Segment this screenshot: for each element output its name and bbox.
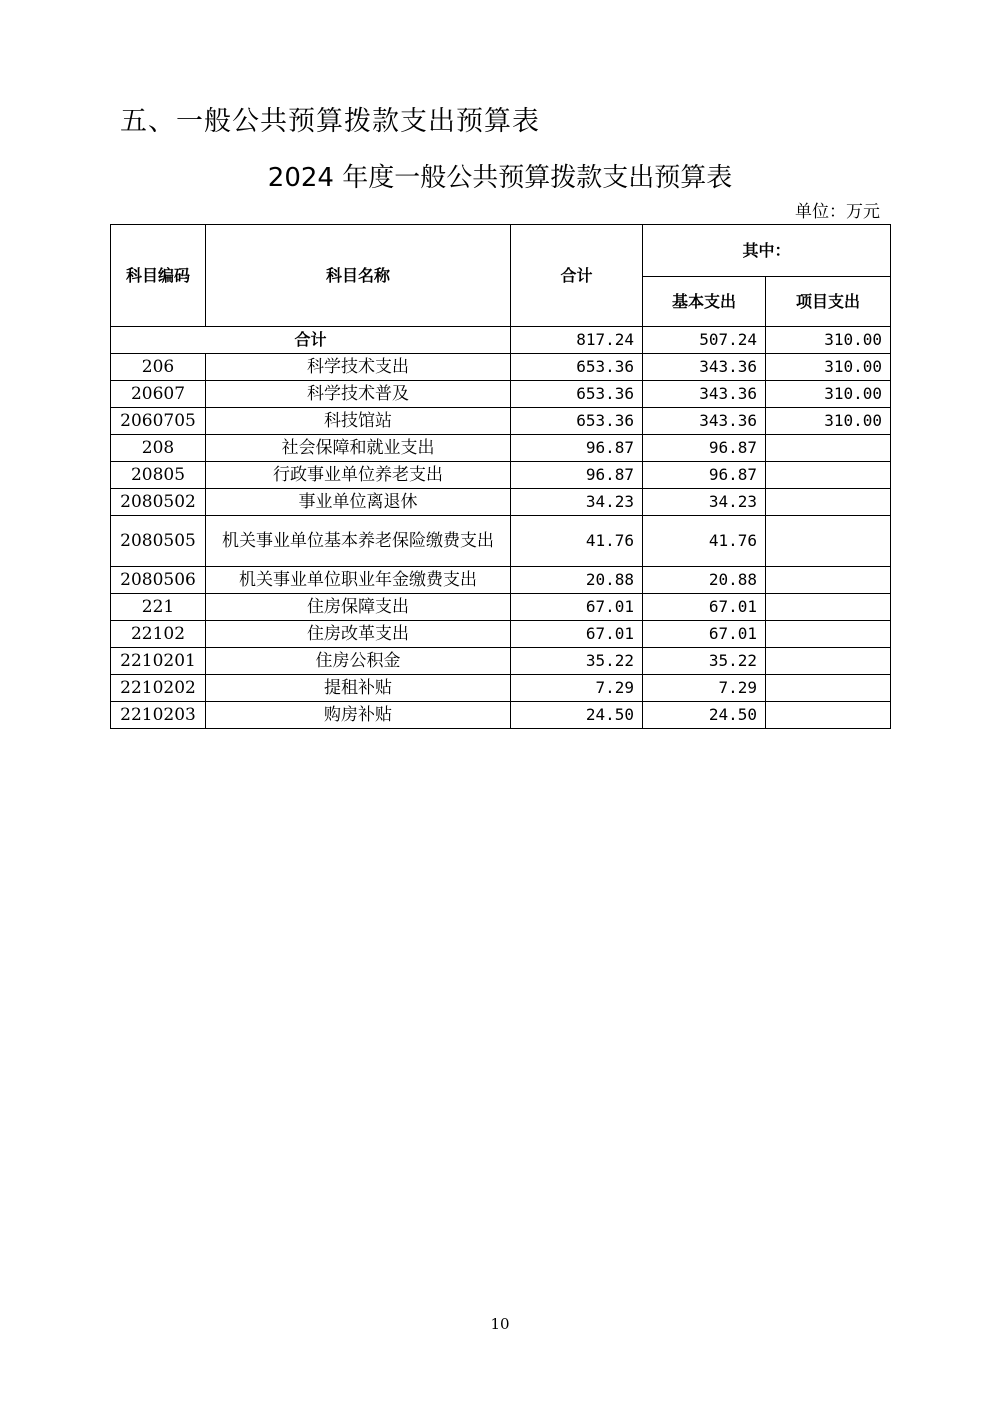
row-basic: 34.23 [643, 489, 766, 516]
row-name: 住房保障支出 [206, 594, 511, 621]
row-total: 67.01 [511, 621, 643, 648]
row-code: 221 [111, 594, 206, 621]
row-name: 购房补贴 [206, 702, 511, 729]
row-project: 310.00 [766, 354, 891, 381]
row-code: 2210201 [111, 648, 206, 675]
header-of-which: 其中： [643, 225, 891, 277]
row-project: 310.00 [766, 408, 891, 435]
total-row-basic: 507.24 [643, 327, 766, 354]
row-code: 2060705 [111, 408, 206, 435]
row-project [766, 435, 891, 462]
row-project [766, 702, 891, 729]
table-row [111, 516, 891, 567]
unit-label: 单位：万元 [795, 202, 880, 222]
table-row [111, 462, 891, 489]
row-code: 20607 [111, 381, 206, 408]
row-name: 行政事业单位养老支出 [206, 462, 511, 489]
row-total: 96.87 [511, 435, 643, 462]
table-row [111, 435, 891, 462]
row-basic: 343.36 [643, 354, 766, 381]
row-basic: 7.29 [643, 675, 766, 702]
row-total: 653.36 [511, 354, 643, 381]
row-project [766, 648, 891, 675]
row-basic: 41.76 [643, 516, 766, 567]
table-row [111, 567, 891, 594]
row-project [766, 567, 891, 594]
row-name: 科学技术普及 [206, 381, 511, 408]
row-total: 7.29 [511, 675, 643, 702]
budget-table [110, 224, 891, 729]
table-title: 2024 年度一般公共预算拨款支出预算表 [267, 163, 733, 193]
row-code: 206 [111, 354, 206, 381]
page-number: 10 [490, 1315, 510, 1333]
table-row [111, 594, 891, 621]
row-total: 653.36 [511, 408, 643, 435]
row-basic: 343.36 [643, 381, 766, 408]
row-total: 20.88 [511, 567, 643, 594]
row-code: 208 [111, 435, 206, 462]
row-total: 35.22 [511, 648, 643, 675]
header-code: 科目编码 [111, 225, 206, 327]
row-project [766, 675, 891, 702]
row-total: 96.87 [511, 462, 643, 489]
section-heading: 五、一般公共预算拨款支出预算表 [120, 106, 540, 137]
row-basic: 35.22 [643, 648, 766, 675]
row-name: 社会保障和就业支出 [206, 435, 511, 462]
row-basic: 96.87 [643, 435, 766, 462]
row-code: 2080505 [111, 516, 206, 567]
row-total: 41.76 [511, 516, 643, 567]
row-name: 科技馆站 [206, 408, 511, 435]
table-row [111, 408, 891, 435]
header-project: 项目支出 [766, 277, 891, 327]
row-code: 2080506 [111, 567, 206, 594]
total-row-label: 合计 [111, 327, 511, 354]
total-row-project: 310.00 [766, 327, 891, 354]
table-row [111, 648, 891, 675]
table-row [111, 621, 891, 648]
row-total: 34.23 [511, 489, 643, 516]
row-name: 住房公积金 [206, 648, 511, 675]
row-code: 2080502 [111, 489, 206, 516]
row-code: 2210202 [111, 675, 206, 702]
header-name: 科目名称 [206, 225, 511, 327]
row-project [766, 516, 891, 567]
row-name: 机关事业单位基本养老保险缴费支出 [206, 516, 511, 567]
row-project [766, 621, 891, 648]
row-name: 提租补贴 [206, 675, 511, 702]
table-row [111, 489, 891, 516]
row-project [766, 594, 891, 621]
table-row [111, 675, 891, 702]
total-row-total: 817.24 [511, 327, 643, 354]
row-name: 住房改革支出 [206, 621, 511, 648]
total-row [111, 327, 891, 354]
header-basic: 基本支出 [643, 277, 766, 327]
row-total: 653.36 [511, 381, 643, 408]
row-name: 机关事业单位职业年金缴费支出 [206, 567, 511, 594]
row-name: 事业单位离退休 [206, 489, 511, 516]
header-total: 合计 [511, 225, 643, 327]
row-total: 67.01 [511, 594, 643, 621]
row-name: 科学技术支出 [206, 354, 511, 381]
row-project [766, 462, 891, 489]
row-basic: 20.88 [643, 567, 766, 594]
table-row [111, 702, 891, 729]
row-project [766, 489, 891, 516]
row-code: 22102 [111, 621, 206, 648]
table-row [111, 381, 891, 408]
row-basic: 343.36 [643, 408, 766, 435]
row-basic: 24.50 [643, 702, 766, 729]
row-basic: 67.01 [643, 621, 766, 648]
row-project: 310.00 [766, 381, 891, 408]
row-basic: 67.01 [643, 594, 766, 621]
row-basic: 96.87 [643, 462, 766, 489]
row-total: 24.50 [511, 702, 643, 729]
row-code: 2210203 [111, 702, 206, 729]
row-code: 20805 [111, 462, 206, 489]
table-row [111, 354, 891, 381]
